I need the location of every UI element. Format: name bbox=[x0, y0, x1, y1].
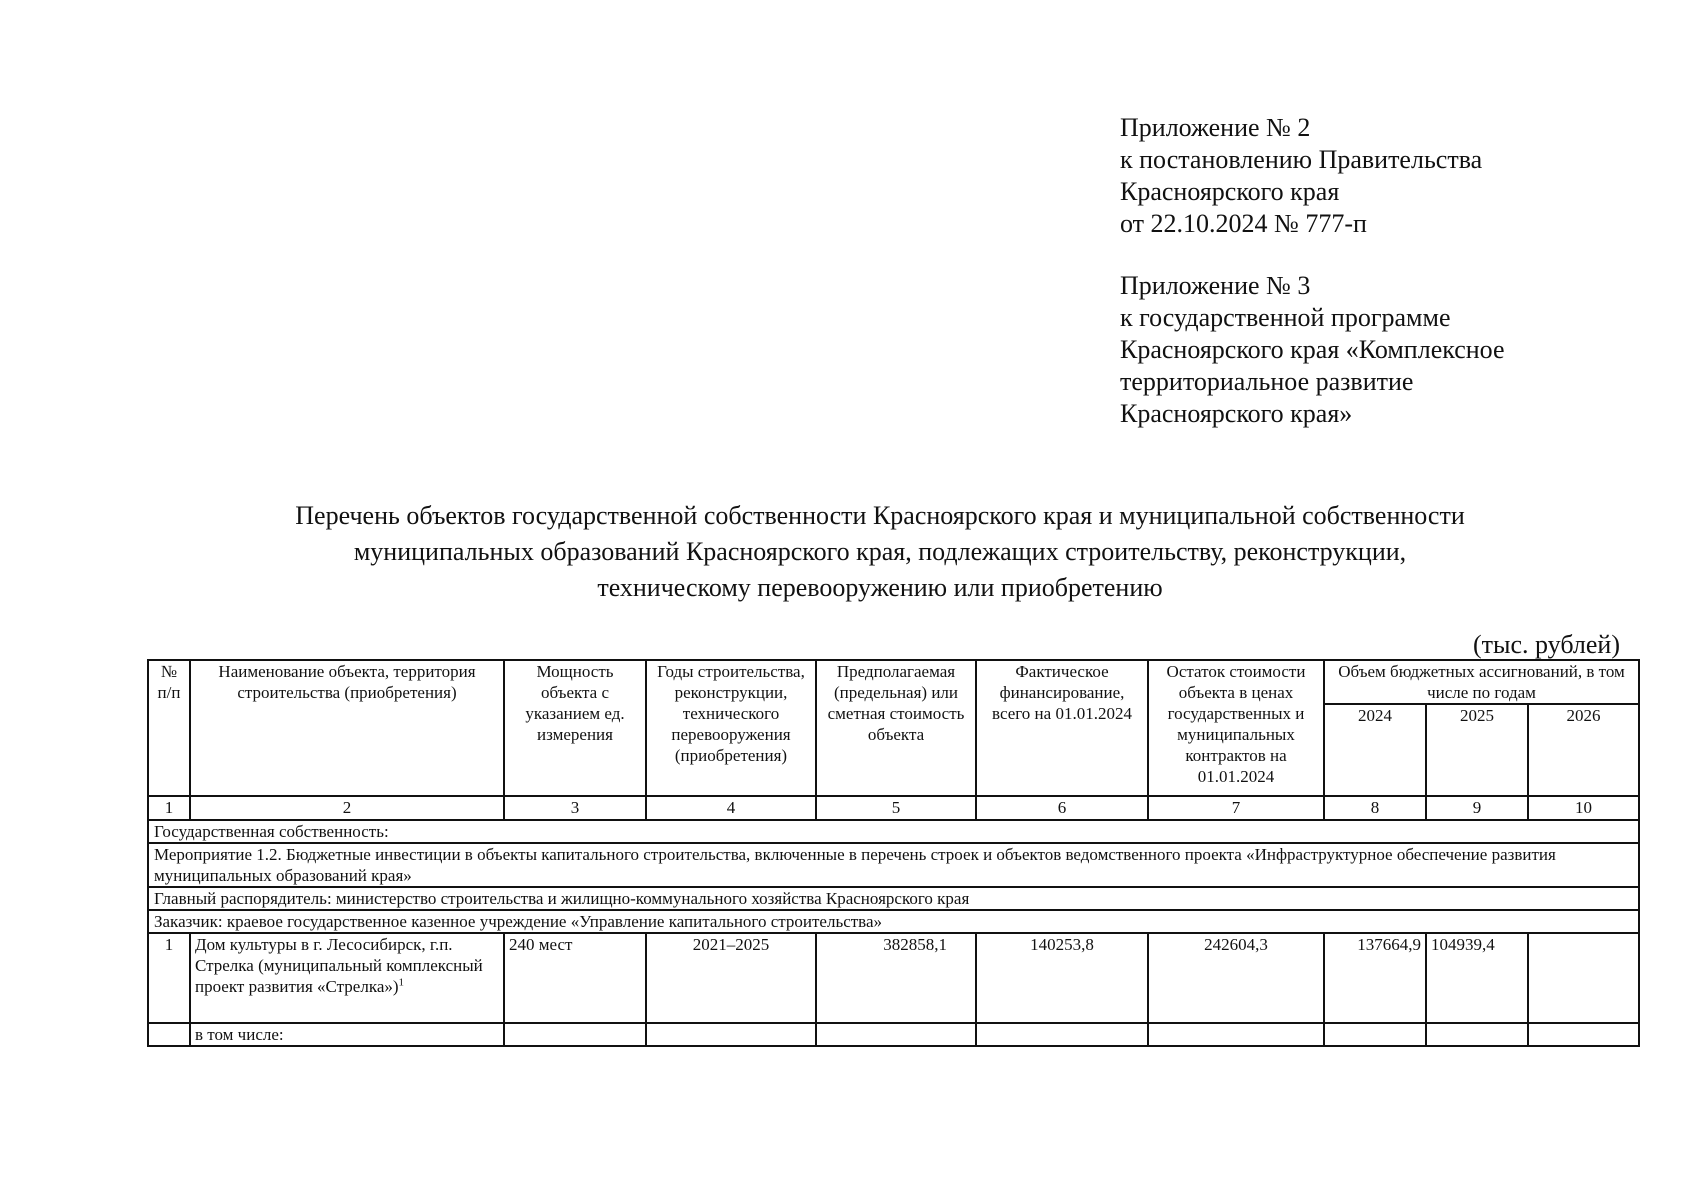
row1-remaining-cost: 242604,3 bbox=[1148, 933, 1324, 1023]
row1-actual-financing: 140253,8 bbox=[976, 933, 1148, 1023]
section-manager: Главный распорядитель: министерство строительства и жилищно-коммунального хозяйства Красноярского края bbox=[148, 887, 1639, 910]
colnum-3: 3 bbox=[504, 796, 646, 820]
column-numbers-row bbox=[148, 796, 1639, 820]
including-empty-6 bbox=[976, 1023, 1148, 1046]
section-ownership: Государственная собственность: bbox=[148, 820, 1639, 843]
appendix3-line3: Красноярского края «Комплексное bbox=[1120, 335, 1505, 364]
including-empty-10 bbox=[1528, 1023, 1639, 1046]
title-line1: Перечень объектов государственной собственности Красноярского края и муниципальной собственности bbox=[295, 501, 1465, 530]
title-line2: муниципальных образований Красноярского края, подлежащих строительству, реконструкции, bbox=[353, 537, 1407, 566]
header-name: Наименование объекта, территория строительства (приобретения) bbox=[190, 660, 504, 796]
appendix2-line2: к постановлению Правительства bbox=[1120, 145, 1483, 174]
table-row bbox=[148, 933, 1639, 1023]
row1-capacity: 240 мест bbox=[504, 933, 646, 1023]
including-empty-3 bbox=[504, 1023, 646, 1046]
document-title bbox=[140, 498, 1620, 606]
header-year-2025: 2025 bbox=[1426, 704, 1528, 796]
header-years: Годы строительства, реконструкции, технического перевооружения (приобретения) bbox=[646, 660, 816, 796]
row1-num: 1 bbox=[148, 933, 190, 1023]
header-estimated-cost: Предполагаемая (предельная) или сметная стоимость объекта bbox=[816, 660, 976, 796]
including-empty-7 bbox=[1148, 1023, 1324, 1046]
section-manager-row bbox=[148, 887, 1639, 910]
header-year-2024: 2024 bbox=[1324, 704, 1426, 796]
appendix3-line4: территориальное развитие bbox=[1120, 367, 1414, 396]
appendix2-line4: от 22.10.2024 № 777-п bbox=[1120, 209, 1367, 238]
section-ownership-row bbox=[148, 820, 1639, 843]
header-budget-volume: Объем бюджетных ассигнований, в том числе по годам bbox=[1324, 660, 1639, 704]
including-empty-5 bbox=[816, 1023, 976, 1046]
objects-table bbox=[147, 659, 1640, 1047]
colnum-10: 10 bbox=[1528, 796, 1639, 820]
section-measure: Мероприятие 1.2. Бюджетные инвестиции в объекты капитального строительства, включенные в перечень строек и объектов ведомственного проекта «Инфраструктурное обеспечение развития муниципальных образований края» bbox=[148, 843, 1639, 887]
row1-name: Дом культуры в г. Лесосибирск, г.п. Стрелка (муниципальный комплексный проект развития «Стрелка») bbox=[195, 935, 483, 996]
colnum-8: 8 bbox=[1324, 796, 1426, 820]
section-customer-row bbox=[148, 910, 1639, 933]
colnum-5: 5 bbox=[816, 796, 976, 820]
units-label: (тыс. рублей) bbox=[1472, 630, 1620, 659]
including-num bbox=[148, 1023, 190, 1046]
table-row-including bbox=[148, 1023, 1639, 1046]
row1-estimated-cost: 382858,1 bbox=[816, 933, 976, 1023]
header-num: № п/п bbox=[148, 660, 190, 796]
including-empty-9 bbox=[1426, 1023, 1528, 1046]
appendix3-line2: к государственной программе bbox=[1120, 303, 1451, 332]
including-empty-8 bbox=[1324, 1023, 1426, 1046]
header-remaining-cost: Остаток стоимости объекта в ценах государственных и муниципальных контрактов на 01.01.2024 bbox=[1148, 660, 1324, 796]
header-year-2026: 2026 bbox=[1528, 704, 1639, 796]
header-row-1 bbox=[148, 660, 1639, 704]
appendix2-line3: Красноярского края bbox=[1120, 177, 1340, 206]
section-measure-row bbox=[148, 843, 1639, 887]
header-capacity: Мощность объекта с указанием ед. измерения bbox=[504, 660, 646, 796]
row1-2026 bbox=[1528, 933, 1639, 1023]
row1-footnote: 1 bbox=[398, 976, 405, 989]
appendix-block bbox=[1120, 112, 1505, 430]
colnum-1: 1 bbox=[148, 796, 190, 820]
appendix3-block bbox=[1120, 270, 1505, 430]
colnum-4: 4 bbox=[646, 796, 816, 820]
colnum-7: 7 bbox=[1148, 796, 1324, 820]
appendix2-line1: Приложение № 2 bbox=[1120, 113, 1311, 142]
colnum-2: 2 bbox=[190, 796, 504, 820]
section-customer: Заказчик: краевое государственное казенное учреждение «Управление капитального строительства» bbox=[148, 910, 1639, 933]
row1-2025: 104939,4 bbox=[1426, 933, 1528, 1023]
including-empty-4 bbox=[646, 1023, 816, 1046]
title-line3: техническому перевооружению или приобретению bbox=[597, 573, 1163, 602]
appendix3-line5: Красноярского края» bbox=[1120, 399, 1353, 428]
colnum-6: 6 bbox=[976, 796, 1148, 820]
row1-2024: 137664,9 bbox=[1324, 933, 1426, 1023]
appendix3-line1: Приложение № 3 bbox=[1120, 271, 1311, 300]
row1-name-cell bbox=[190, 933, 504, 1023]
row1-years: 2021–2025 bbox=[646, 933, 816, 1023]
colnum-9: 9 bbox=[1426, 796, 1528, 820]
header-actual-financing: Фактическое финансирование, всего на 01.01.2024 bbox=[976, 660, 1148, 796]
including-label: в том числе: bbox=[190, 1023, 504, 1046]
